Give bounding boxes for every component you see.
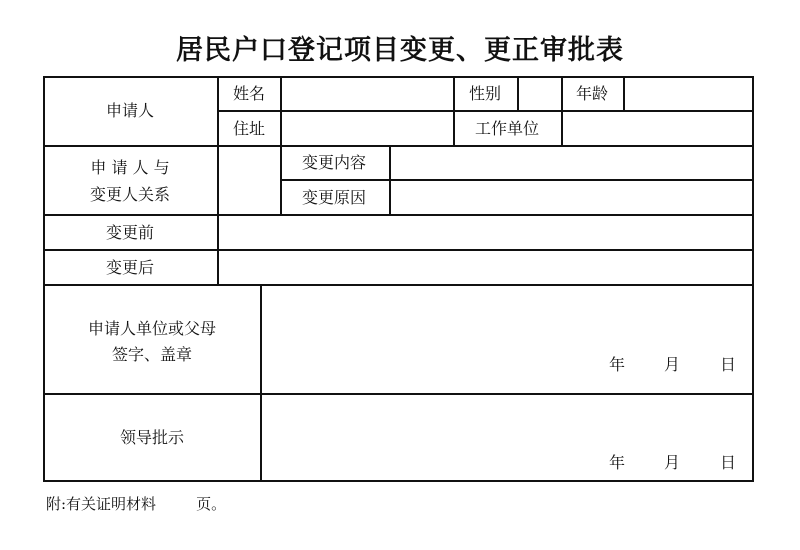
relation-label-line2: 变更人关系	[89, 185, 171, 204]
relation-field[interactable]	[220, 149, 278, 211]
column-divider	[453, 76, 455, 145]
column-divider	[280, 76, 282, 145]
attachment-note-suffix: 页。	[196, 495, 227, 513]
column-divider	[280, 145, 282, 214]
after-field[interactable]	[220, 252, 752, 282]
signature-year-label: 年	[609, 355, 626, 374]
column-divider	[389, 145, 391, 214]
approval-day-label: 日	[720, 453, 737, 472]
change-content-label: 变更内容	[301, 153, 367, 172]
gender-label: 性别	[468, 84, 502, 103]
change-content-field[interactable]	[392, 148, 752, 177]
attachment-note-prefix: 附:有关证明材料	[46, 495, 157, 513]
workplace-field[interactable]	[564, 114, 752, 142]
approval-label: 领导批示	[119, 428, 185, 447]
before-field[interactable]	[220, 217, 752, 247]
row-divider	[43, 145, 754, 147]
row-divider	[43, 249, 754, 251]
gender-field[interactable]	[520, 80, 559, 108]
workplace-label: 工作单位	[474, 119, 540, 138]
address-label: 住址	[232, 119, 266, 138]
signature-label-line2: 签字、盖章	[111, 345, 193, 364]
column-divider	[217, 76, 219, 284]
column-divider	[260, 284, 262, 482]
row-divider	[43, 284, 754, 286]
form-title: 居民户口登记项目变更、更正审批表	[176, 35, 624, 66]
after-label: 变更后	[105, 258, 155, 277]
column-divider	[561, 76, 563, 145]
row-divider	[43, 393, 754, 395]
approval-field[interactable]	[263, 397, 752, 447]
row-divider	[217, 110, 754, 112]
signature-day-label: 日	[720, 355, 737, 374]
name-label: 姓名	[232, 84, 266, 103]
applicant-label: 申请人	[105, 101, 155, 120]
column-divider	[517, 76, 519, 110]
age-field[interactable]	[626, 80, 752, 108]
name-field[interactable]	[283, 80, 451, 108]
column-divider	[623, 76, 625, 110]
change-reason-label: 变更原因	[301, 188, 367, 207]
row-divider	[280, 179, 754, 181]
change-reason-field[interactable]	[392, 182, 752, 212]
approval-month-label: 月	[664, 453, 681, 472]
age-label: 年龄	[575, 84, 609, 103]
before-label: 变更前	[105, 223, 155, 242]
address-field[interactable]	[283, 114, 451, 142]
signature-month-label: 月	[664, 355, 681, 374]
row-divider	[43, 214, 754, 216]
attachment-note	[46, 493, 226, 514]
relation-label-line1: 申 请 人 与	[90, 158, 170, 177]
approval-year-label: 年	[609, 453, 626, 472]
signature-label-line1: 申请人单位或父母	[87, 319, 217, 338]
signature-field[interactable]	[263, 288, 752, 354]
